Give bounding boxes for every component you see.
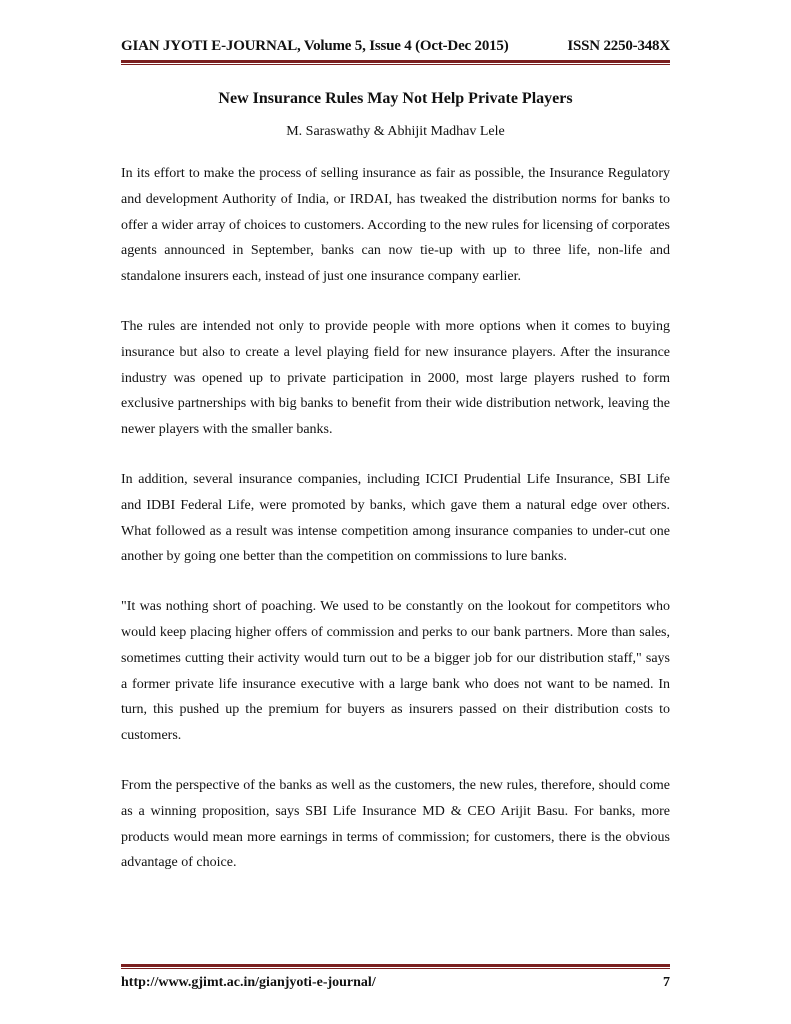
page-number: 7 xyxy=(663,975,670,990)
footer-rule-thin xyxy=(121,968,670,969)
paragraph: In its effort to make the process of selling insurance as fair as possible, the Insurance Regulatory and development Authority of India, or IRDAI, has tweaked the distribution norms for banks to offer a wider array of choices to customers. According to the new rules for licensing of corporates agents announced in September, banks can now tie-up with up to three life, non-life and standalone insurers each, instead of just one insurance company earlier. xyxy=(121,166,670,285)
paragraph: From the perspective of the banks as well as the customers, the new rules, therefore, should come as a winning proposition, says SBI Life Insurance MD & CEO Arijit Basu. For banks, more products would mean more earnings in terms of commission; for customers, there is the obvious advantage of choice. xyxy=(121,777,670,871)
journal-url-link[interactable]: http://www.gjimt.ac.in/gianjyoti-e-journal/ xyxy=(121,975,376,990)
article-authors: M. Saraswathy & Abhijit Madhav Lele xyxy=(286,124,505,139)
header-rule-thin xyxy=(121,64,670,65)
paragraph: In addition, several insurance companies, including ICICI Prudential Life Insurance, SBI Life and IDBI Federal Life, were promoted by banks, which gave them a natural edge over others. What followed as a result was intense competition among insurance companies to under-cut one another by going one better than the competition on commissions to lure banks. xyxy=(121,471,670,565)
journal-title: GIAN JYOTI E-JOURNAL, Volume 5, Issue 4 (Oct-Dec 2015) xyxy=(121,38,509,54)
article-title: New Insurance Rules May Not Help Private Players xyxy=(218,90,573,107)
page-footer xyxy=(121,975,670,995)
paragraph: "It was nothing short of poaching. We used to be constantly on the lookout for competitors who would keep placing higher offers of commission and perks to our bank partners. More than sales, sometimes cutting their activity would turn out to be a bigger job for our distribution staff," says a former private life insurance executive with a large bank who does not want to be named. In turn, this pushed up the premium for buyers as insurers passed on their distribution costs to customers. xyxy=(121,599,670,744)
footer-rule xyxy=(121,964,670,967)
header-rule xyxy=(121,60,670,63)
paragraph: The rules are intended not only to provide people with more options when it comes to buying insurance but also to create a level playing field for new insurance players. After the insurance industry was opened up to private participation in 2000, most large players rushed to form exclusive partnerships with big banks to benefit from their wide distribution network, leaving the newer players with the smaller banks. xyxy=(121,318,670,438)
issn-label: ISSN 2250-348X xyxy=(567,38,670,54)
article-body xyxy=(121,161,670,900)
page-header xyxy=(121,38,670,58)
